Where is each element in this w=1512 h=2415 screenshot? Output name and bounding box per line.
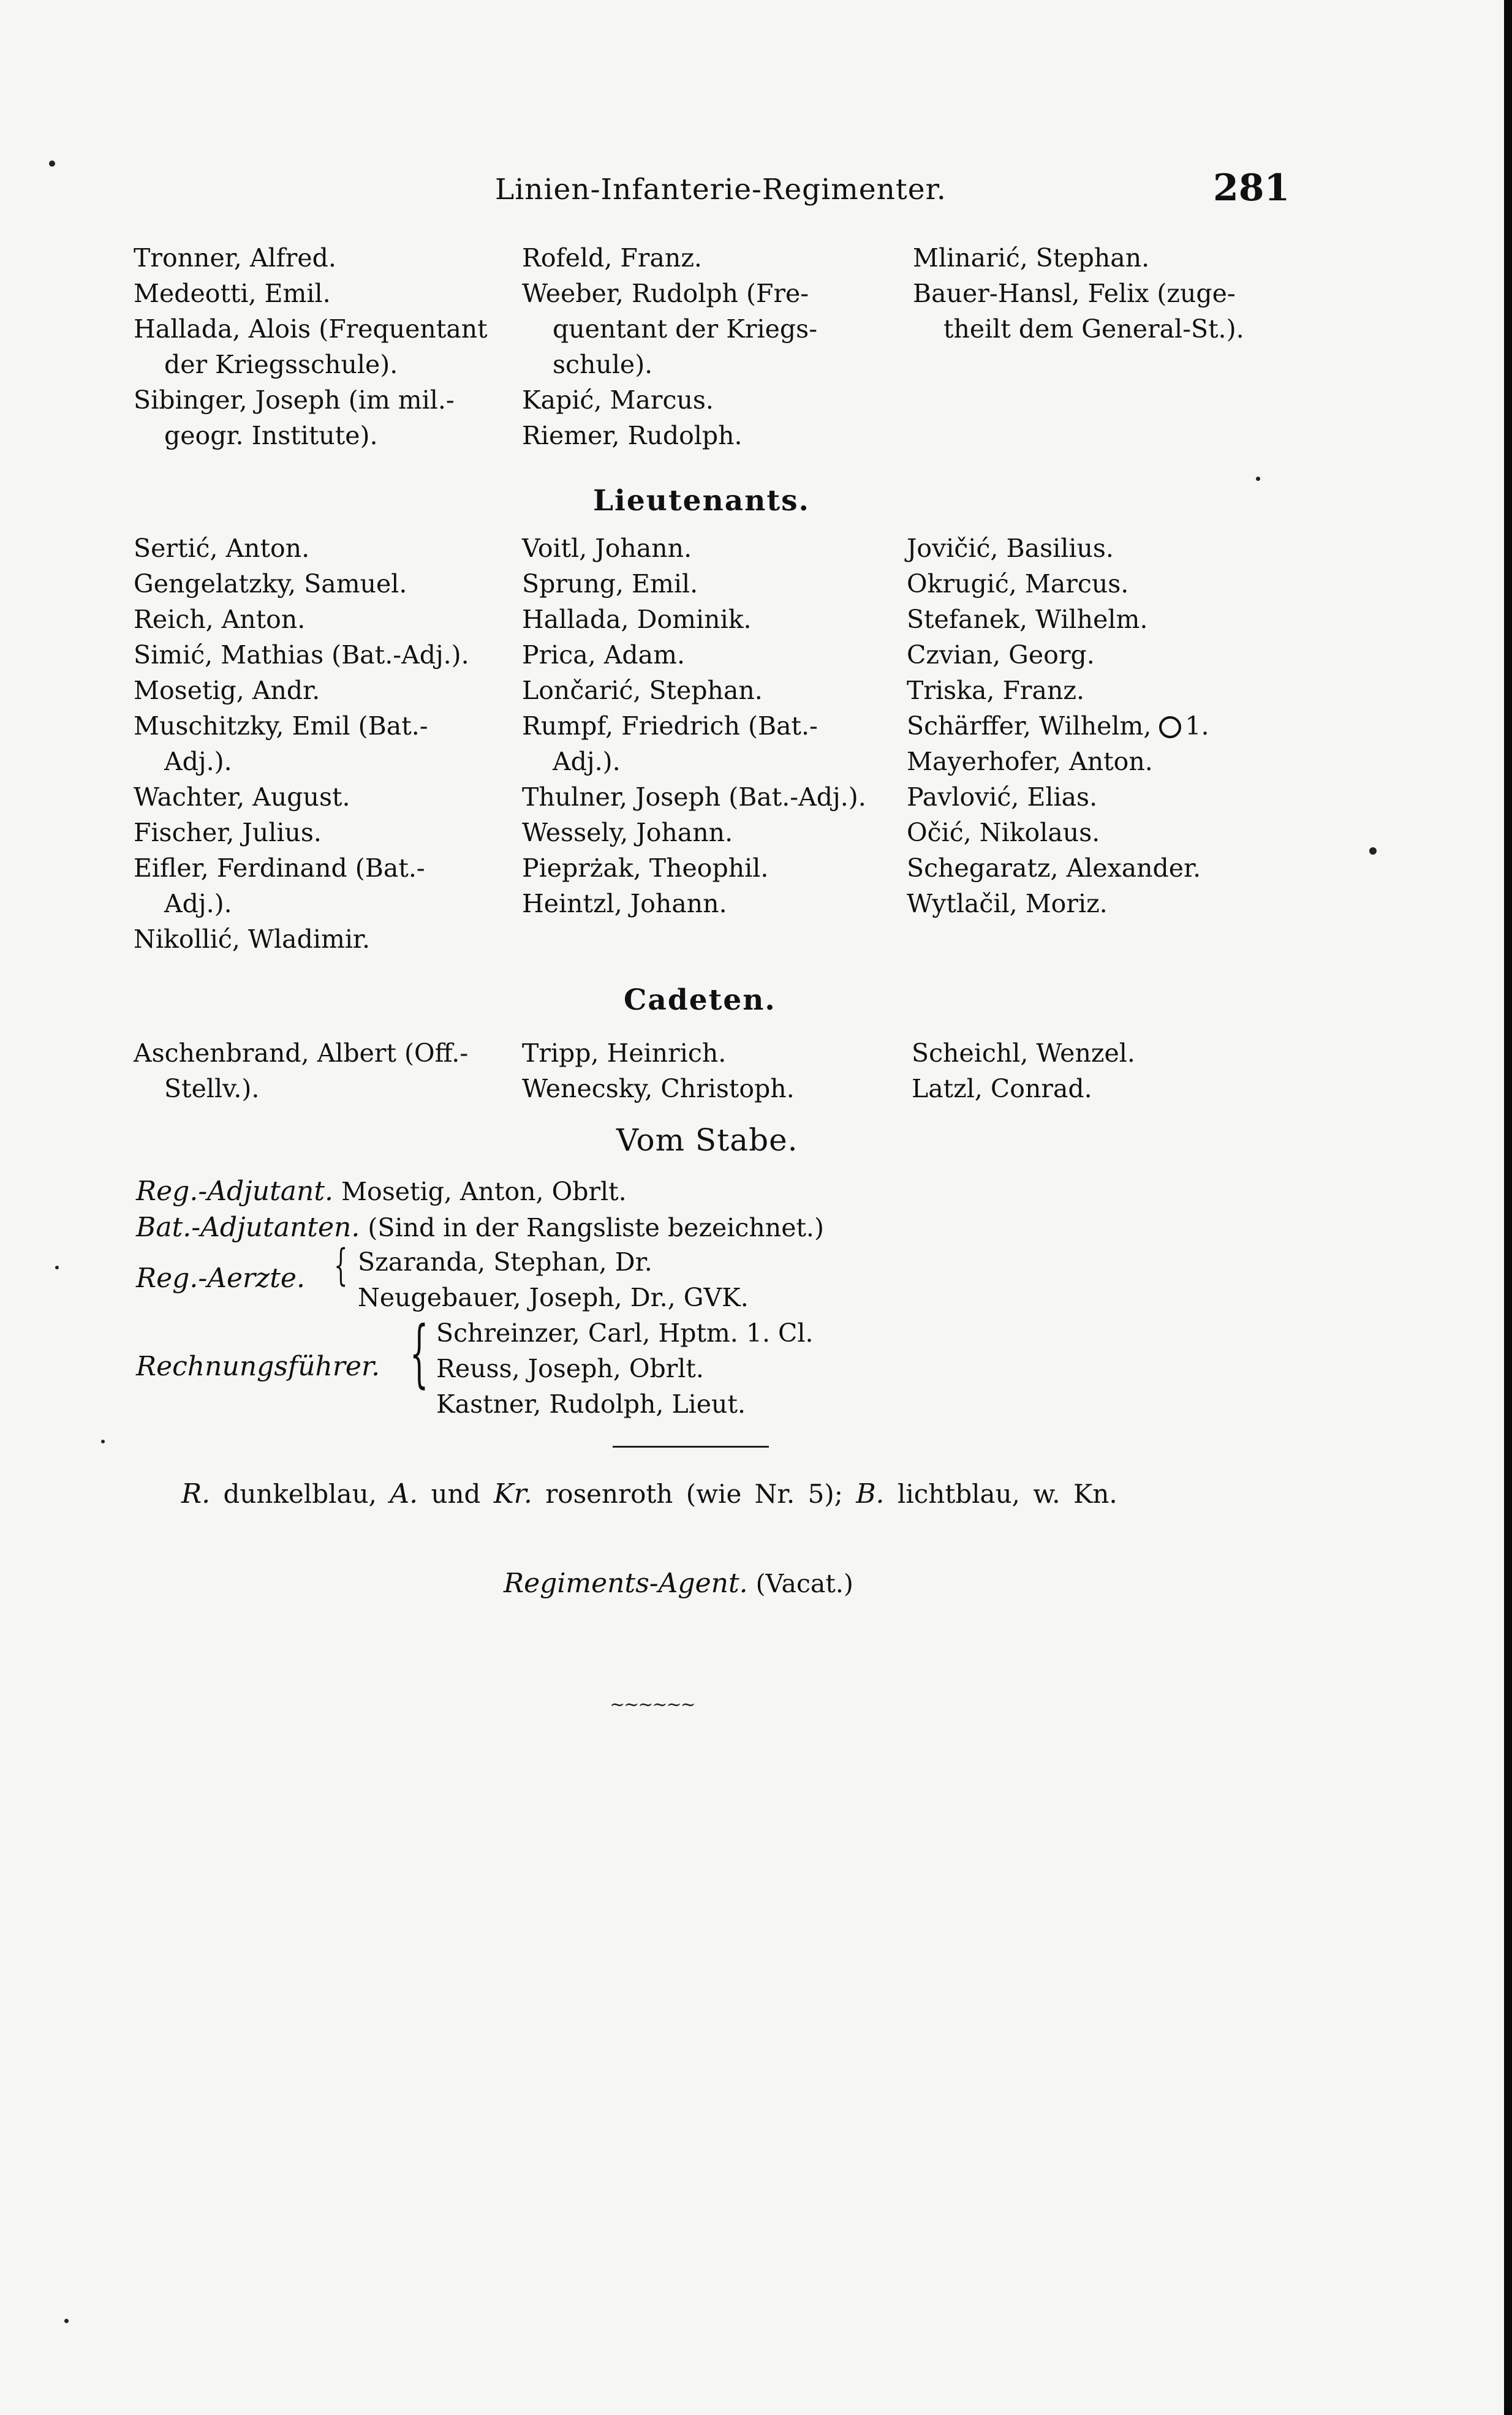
- name-entry: Medeotti, Emil.: [134, 279, 331, 308]
- top-column-3: [913, 240, 1268, 347]
- uniform-und: und: [431, 1479, 481, 1509]
- name-entry: Mayerhofer, Anton.: [907, 747, 1153, 776]
- lieutenants-heading: Lieutenants.: [593, 484, 810, 518]
- name-entry: Stellv.).: [164, 1074, 260, 1103]
- name-entry: Scheichl, Wenzel.: [912, 1038, 1135, 1068]
- order-class: 1.: [1185, 711, 1209, 741]
- cadets-heading: Cadeten.: [624, 983, 776, 1017]
- name-entry: Rumpf, Friedrich (Bat.-: [522, 711, 818, 741]
- name-entry: Fischer, Julius.: [134, 818, 322, 847]
- name-entry: Adj.).: [164, 747, 232, 776]
- name-entry: Triska, Franz.: [907, 676, 1084, 705]
- order-circle-icon: [1159, 716, 1181, 738]
- speck: [55, 1266, 59, 1269]
- speck: [1256, 477, 1260, 481]
- name-entry: Mosetig, Andr.: [134, 676, 320, 705]
- name-entry: Latzl, Conrad.: [912, 1074, 1092, 1103]
- name-entry: Hallada, Dominik.: [522, 605, 752, 634]
- name-entry: Gengelatzky, Samuel.: [134, 569, 407, 599]
- name-entry: Tronner, Alfred.: [134, 243, 336, 273]
- name-entry: [907, 708, 1262, 744]
- name-entry: Voitl, Johann.: [522, 534, 692, 563]
- name-entry: Očić, Nikolaus.: [907, 818, 1100, 847]
- name-entry: der Kriegsschule).: [164, 350, 398, 379]
- uniform-kr-label: Kr.: [493, 1478, 532, 1510]
- uniform-b-label: B.: [856, 1478, 885, 1510]
- name-entry: Eifler, Ferdinand (Bat.-: [134, 853, 425, 883]
- uniform-a-label: A.: [390, 1478, 418, 1510]
- rechnungsfuehrer-label: Rechnungsführer.: [136, 1351, 380, 1382]
- name-entry: Bauer-Hansl, Felix (zuge-: [913, 279, 1236, 308]
- bat-adjutanten-line: [136, 1210, 824, 1245]
- name-entry: Muschitzky, Emil (Bat.-: [134, 711, 428, 741]
- rechnungsfuehrer-3: Kastner, Rudolph, Lieut.: [436, 1389, 746, 1419]
- name-entry: Weeber, Rudolph (Fre-: [522, 279, 809, 308]
- name-entry: Sibinger, Joseph (im mil.-: [134, 385, 455, 415]
- page-number: 281: [1213, 167, 1290, 210]
- rechnungsfuehrer-1: Schreinzer, Carl, Hptm. 1. Cl.: [436, 1318, 814, 1348]
- speck: [49, 161, 55, 167]
- speck: [1369, 847, 1377, 855]
- cadets-column-2: [522, 1035, 871, 1106]
- name-entry: Tripp, Heinrich.: [522, 1038, 727, 1068]
- name-entry: Stefanek, Wilhelm.: [907, 605, 1148, 634]
- name-entry: Simić, Mathias (Bat.-Adj.).: [134, 640, 469, 670]
- uniform-r-label: R.: [181, 1478, 211, 1510]
- reg-aerzte-brace: {: [334, 1240, 348, 1290]
- name-entry: Wachter, August.: [134, 782, 350, 812]
- name-entry: theilt dem General-St.).: [943, 314, 1244, 344]
- speck: [64, 2319, 69, 2323]
- name-entry: Aschenbrand, Albert (Off.-: [134, 1038, 469, 1068]
- top-column-2: [522, 240, 880, 453]
- name-entry: schule).: [553, 350, 653, 379]
- running-head: Linien-Infanterie-Regimenter.: [495, 173, 947, 206]
- name-entry: Reich, Anton.: [134, 605, 306, 634]
- name-entry: Schegaratz, Alexander.: [907, 853, 1201, 883]
- name-entry: Hallada, Alois (Frequentant: [134, 314, 488, 344]
- lieutenants-column-3: [907, 531, 1262, 921]
- name-entry: Sprung, Emil.: [522, 569, 698, 599]
- reg-aerzte-1: Szaranda, Stephan, Dr.: [358, 1247, 652, 1277]
- rechnungsfuehrer-brace: {: [409, 1311, 429, 1396]
- name-entry: Heintzl, Johann.: [522, 889, 727, 918]
- reg-adjutant-label: Reg.-Adjutant.: [136, 1176, 334, 1207]
- lieutenants-column-1: [134, 531, 489, 957]
- cadets-column-1: [134, 1035, 489, 1106]
- name-entry: Pieprżak, Theophil.: [522, 853, 769, 883]
- cadets-column-3: [912, 1035, 1267, 1106]
- rechnungsfuehrer-2: Reuss, Joseph, Obrlt.: [436, 1354, 704, 1383]
- reg-adjutant-value: Mosetig, Anton, Obrlt.: [341, 1177, 627, 1206]
- name-entry: Pavlović, Elias.: [907, 782, 1098, 812]
- name-entry: Wytlačil, Moriz.: [907, 889, 1108, 918]
- uniform-line: [181, 1476, 1117, 1512]
- name-entry: Prica, Adam.: [522, 640, 685, 670]
- name-entry: quentant der Kriegs-: [553, 314, 818, 344]
- name-entry: Jovičić, Basilius.: [907, 534, 1114, 563]
- name-entry: Wenecsky, Christoph.: [522, 1074, 795, 1103]
- name-entry: Nikollić, Wladimir.: [134, 924, 371, 954]
- reg-aerzte-2: Neugebauer, Joseph, Dr., GVK.: [358, 1283, 749, 1312]
- name-entry: Wessely, Johann.: [522, 818, 733, 847]
- end-ornament: ~~~~~~: [610, 1694, 695, 1715]
- lieutenants-column-2: [522, 531, 871, 921]
- name-entry: Riemer, Rudolph.: [522, 421, 743, 450]
- bat-adjutanten-value: (Sind in der Rangsliste bezeichnet.): [368, 1213, 824, 1242]
- name-entry: Adj.).: [164, 889, 232, 918]
- page-edge: [1504, 0, 1512, 2415]
- entry-text: Schärffer, Wilhelm,: [907, 711, 1152, 741]
- speck: [101, 1440, 105, 1443]
- name-entry: Thulner, Joseph (Bat.-Adj.).: [522, 782, 866, 812]
- name-entry: Okrugić, Marcus.: [907, 569, 1129, 599]
- name-entry: Czvian, Georg.: [907, 640, 1095, 670]
- name-entry: Kapić, Marcus.: [522, 385, 714, 415]
- name-entry: Sertić, Anton.: [134, 534, 310, 563]
- uniform-r-text: dunkelblau,: [223, 1479, 377, 1509]
- bat-adjutanten-label: Bat.-Adjutanten.: [136, 1212, 360, 1243]
- agent-line: [504, 1566, 853, 1601]
- section-rule: [613, 1446, 769, 1448]
- staff-heading: Vom Stabe.: [616, 1122, 798, 1158]
- name-entry: Lončarić, Stephan.: [522, 676, 763, 705]
- uniform-b-text: lichtblau, w. Kn.: [897, 1479, 1117, 1509]
- top-column-1: [134, 240, 495, 453]
- agent-value: (Vacat.): [755, 1569, 853, 1598]
- reg-adjutant-line: [136, 1174, 627, 1209]
- name-entry: Adj.).: [553, 747, 621, 776]
- name-entry: geogr. Institute).: [164, 421, 378, 450]
- name-entry: Mlinarić, Stephan.: [913, 243, 1150, 273]
- reg-aerzte-label: Reg.-Aerzte.: [136, 1263, 305, 1294]
- uniform-kr-text: rosenroth (wie Nr. 5);: [545, 1479, 843, 1509]
- name-entry: Rofeld, Franz.: [522, 243, 702, 273]
- agent-label: Regiments-Agent.: [504, 1568, 748, 1599]
